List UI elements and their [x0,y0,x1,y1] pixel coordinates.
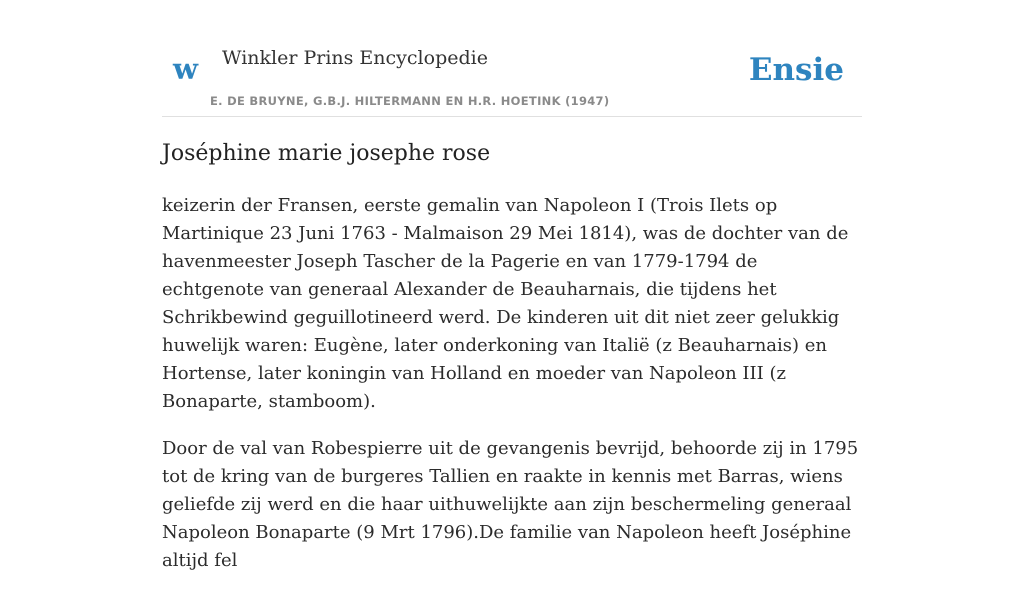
authors-line: E. DE BRUYNE, G.B.J. HILTERMANN EN H.R. HOETINK (1947) [210,94,610,108]
source-title[interactable]: Winkler Prins Encyclopedie [222,47,488,69]
article-body [162,192,862,594]
brand-logo[interactable]: Ensie [748,52,844,88]
article-paragraph: keizerin der Fransen, eerste gemalin van Napoleon I (Trois Ilets op Martinique 23 Juni 1763 - Malmaison 29 Mei 1814), was de dochter van de havenmeester Joseph Tascher de la Pagerie en van 1779-1794 de echtgenote van generaal Alexander de Beauharnais, die tijdens het Schrikbewind geguillotineerd werd. De kinderen uit dit niet zeer gelukkig huwelijk waren: Eugène, later onderkoning van Italië (z Beauharnais) en Hortense, later koningin van Holland en moeder van Napoleon III (z Bonaparte, stamboom). [162,195,849,412]
logo[interactable]: w [173,52,198,86]
header [162,0,862,117]
article-paragraph: Door de val van Robespierre uit de gevangenis bevrijd, behoorde zij in 1795 tot de kring van de burgeres Tallien en raakte in kennis met Barras, wiens geliefde zij werd en die haar uithuwelijkte aan zijn beschermeling generaal Napoleon Bonaparte (9 Mrt 1796).De familie van Napoleon heeft Joséphine altijd fel [162,438,859,571]
article-title: Joséphine marie josephe rose [162,141,491,166]
